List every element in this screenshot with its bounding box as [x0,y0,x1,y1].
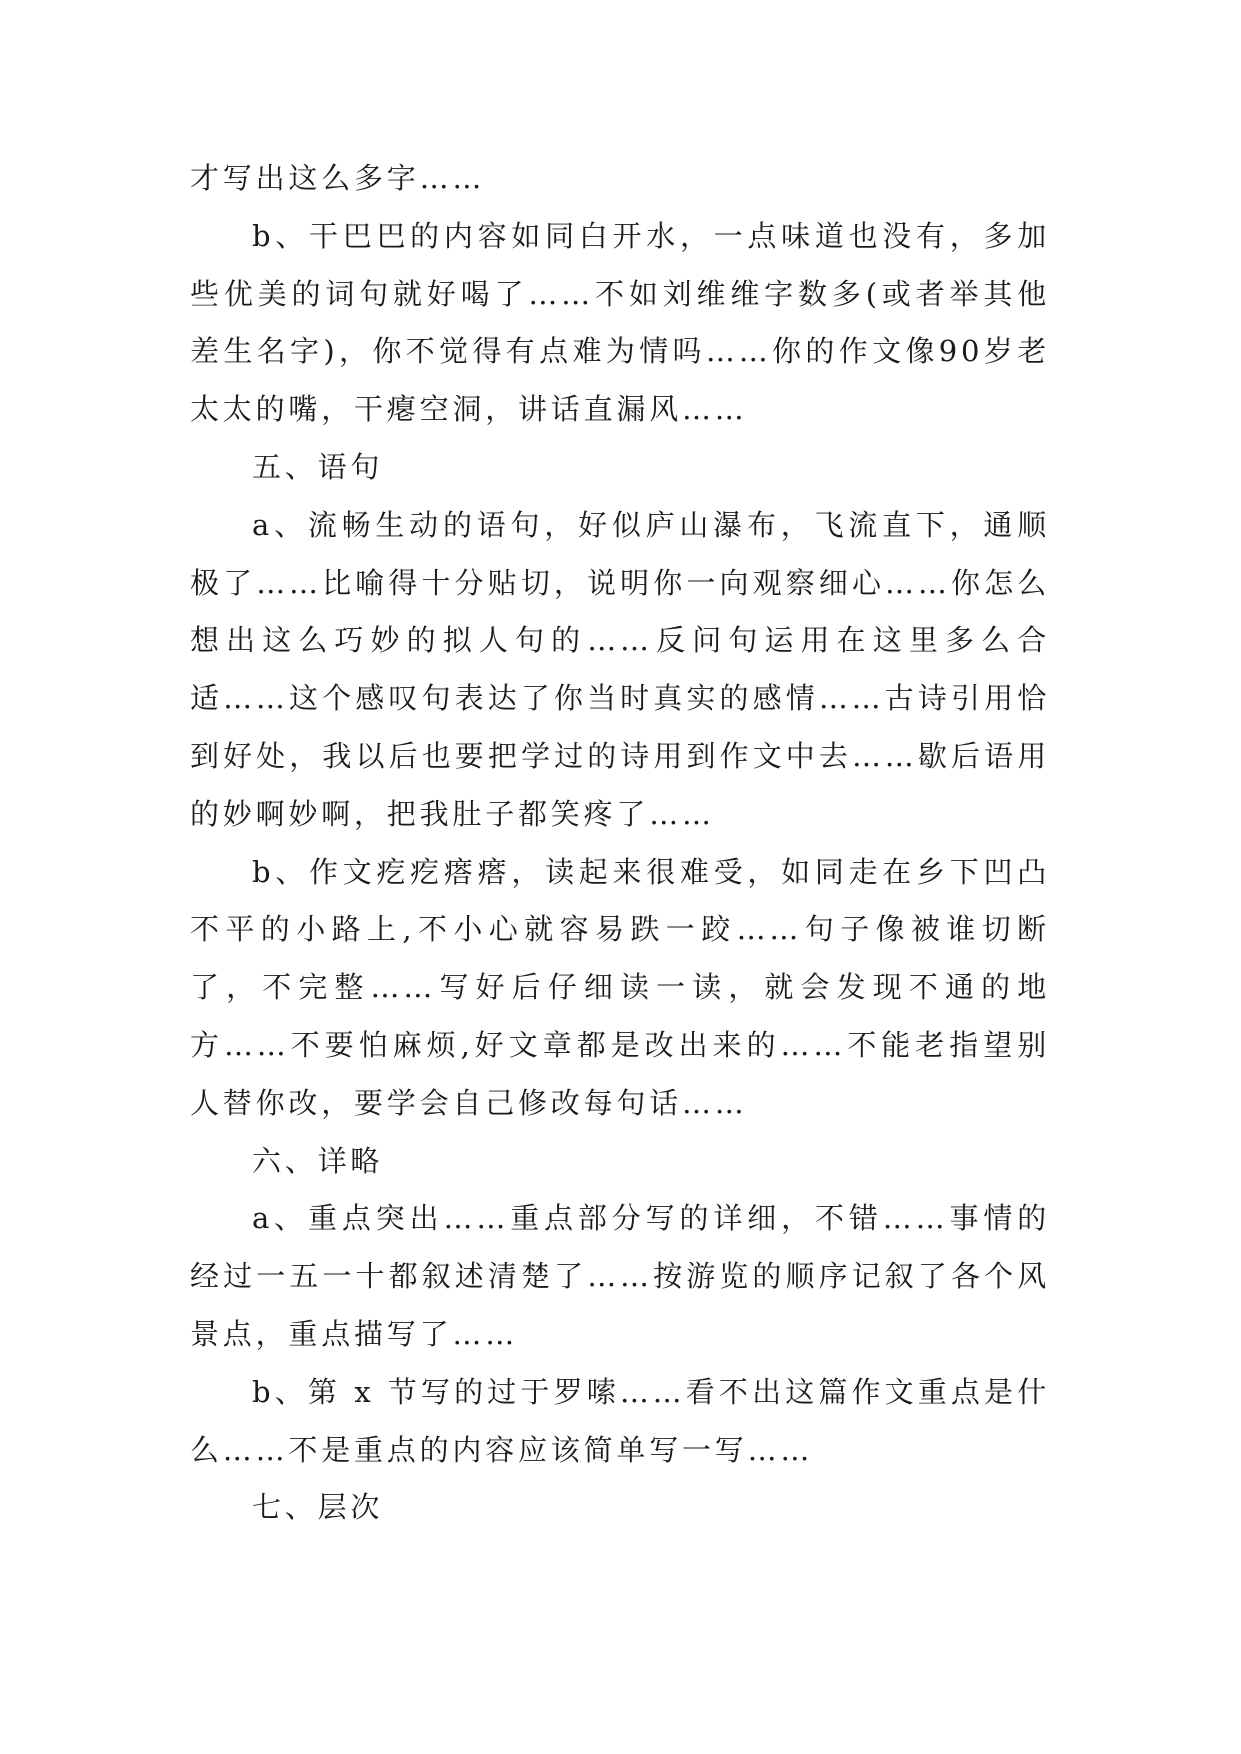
paragraph-detail-a: a、重点突出……重点部分写的详细，不错……事情的经过一五一十都叙述清楚了……按游览的顺序记叙了各个风景点，重点描写了…… [190,1201,1050,1351]
section-heading-sentences: 五、语句 [252,449,384,484]
paragraph-sentences-a: a、流畅生动的语句，好似庐山瀑布，飞流直下，通顺极了……比喻得十分贴切，说明你一向观察细心……你怎么想出这么巧妙的拟人句的……反问句运用在这里多么合适……这个感叹句表达了你当时真实的感情……古诗引用恰到好处，我以后也要把学过的诗用到作文中去……歇后语用的妙啊妙啊，把我肚子都笑疼了…… [190,507,1050,831]
paragraph-sentences-b: b、作文疙疙瘩瘩，读起来很难受，如同走在乡下凹凸不平的小路上,不小心就容易跌一跤……句子像被谁切断了，不完整……写好后仔细读一读，就会发现不通的地方……不要怕麻烦,好文章都是改出来的……不能老指望别人替你改，要学会自己修改每句话…… [190,854,1050,1120]
section-heading-detail: 六、详略 [252,1143,384,1178]
document-body [190,150,1050,1537]
paragraph-detail-b: b、第 x 节写的过于罗嗦……看不出这篇作文重点是什么……不是重点的内容应该简单写一写…… [190,1374,1050,1467]
paragraph-content-b: b、干巴巴的内容如同白开水，一点味道也没有，多加些优美的词句就好喝了……不如刘维维字数多(或者举其他差生名字)，你不觉得有点难为情吗……你的作文像90岁老太太的嘴，干瘪空洞，讲话直漏风…… [190,218,1050,427]
paragraph-continuation: 才写出这么多字…… [190,161,486,195]
section-heading-structure: 七、层次 [252,1490,384,1525]
